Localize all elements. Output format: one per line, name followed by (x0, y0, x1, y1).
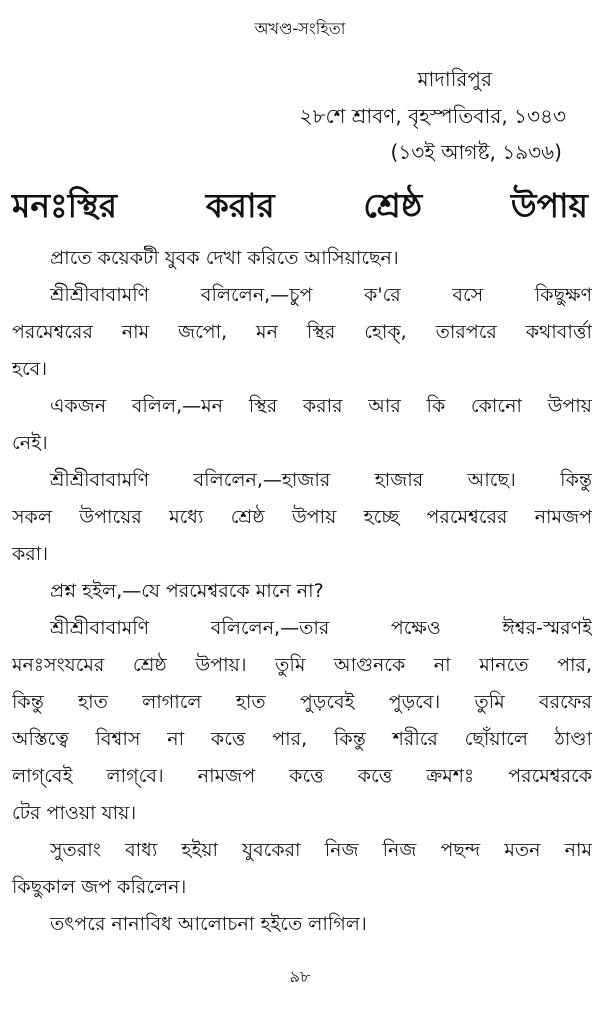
text-line: শ্রীশ্রীবাবামণি বলিলেন,—হাজার হাজার আছে। কিন্তু (50, 469, 592, 491)
text-line: প্রশ্ন হইল,—যে পরমেশ্বরকে মানে না? (50, 580, 324, 602)
text-line: একজন বলিল,—মন স্থির করার আর কি কোনো উপায় (50, 395, 592, 417)
text-line: পরমেশ্বরের নাম জপো, মন স্থির হোক্, তারপরে কথাবার্ত্তা (12, 321, 592, 343)
text-line: অস্তিত্বে বিশ্বাস না কত্তে পার, কিন্তু শরীরে ছোঁয়ালে ঠাণ্ডা (12, 728, 592, 750)
paragraph (12, 573, 592, 610)
dateline-date: ২৮শে শ্রাবণ, বৃহস্পতিবার, ১৩৪৩ (299, 104, 566, 128)
text-line: সুতরাং বাধ্য হইয়া যুবকেরা নিজ নিজ পছন্দ মতন নাম (50, 839, 592, 861)
text-line: শ্রীশ্রীবাবামণি বলিলেন,—চুপ ক'রে বসে কিছুক্ষণ (50, 284, 592, 306)
text-line: তৎপরে নানাবিধ আলোচনা হইতে লাগিল। (50, 913, 367, 935)
body-text (12, 240, 592, 943)
text-line: মনঃসংযমের শ্রেষ্ঠ উপায়। তুমি আগুনকে না মানতে পার, (12, 654, 592, 676)
paragraph (12, 388, 592, 462)
text-line: হবে। (12, 358, 47, 380)
text-line: প্রাতে কয়েকটী যুবক দেখা করিতে আসিয়াছেন। (50, 247, 399, 269)
dateline-gregorian-date: (১৩ই আগষ্ট, ১৯৩৬) (390, 140, 562, 164)
text-line: লাগ্‌বেই লাগ্‌বে। নামজপ কত্তে কত্তে ক্রমশঃ পরমেশ্বরকে (12, 765, 592, 787)
text-line: শ্রীশ্রীবাবামণি বলিলেন,—তার পক্ষেও ঈশ্বর-স্মরণই (50, 617, 592, 639)
paragraph (12, 610, 592, 832)
text-line: কিছুকাল জপ করিলেন। (12, 876, 187, 898)
paragraph (12, 832, 592, 906)
section-heading: মনঃস্থির করার শ্রেষ্ঠ উপায় (12, 186, 588, 225)
text-line: কিন্তু হাত লাগালে হাত পুড়বেই পুড়বে। তুমি বরফের (12, 691, 592, 713)
paragraph (12, 906, 592, 943)
text-line: টের পাওয়া যায়। (12, 802, 137, 824)
page-number: ৯৮ (289, 967, 311, 986)
paragraph (12, 277, 592, 388)
paragraph (12, 462, 592, 573)
text-line: করা। (12, 543, 49, 565)
text-line: নেই। (12, 432, 48, 454)
paragraph (12, 240, 592, 277)
running-head: অখণ্ড-সংহিতা (254, 19, 346, 38)
text-line: সকল উপায়ের মধ্যে শ্রেষ্ঠ উপায় হচ্ছে পরমেশ্বরের নামজপ (12, 506, 592, 528)
dateline-place: মাদারিপুর (417, 67, 492, 91)
